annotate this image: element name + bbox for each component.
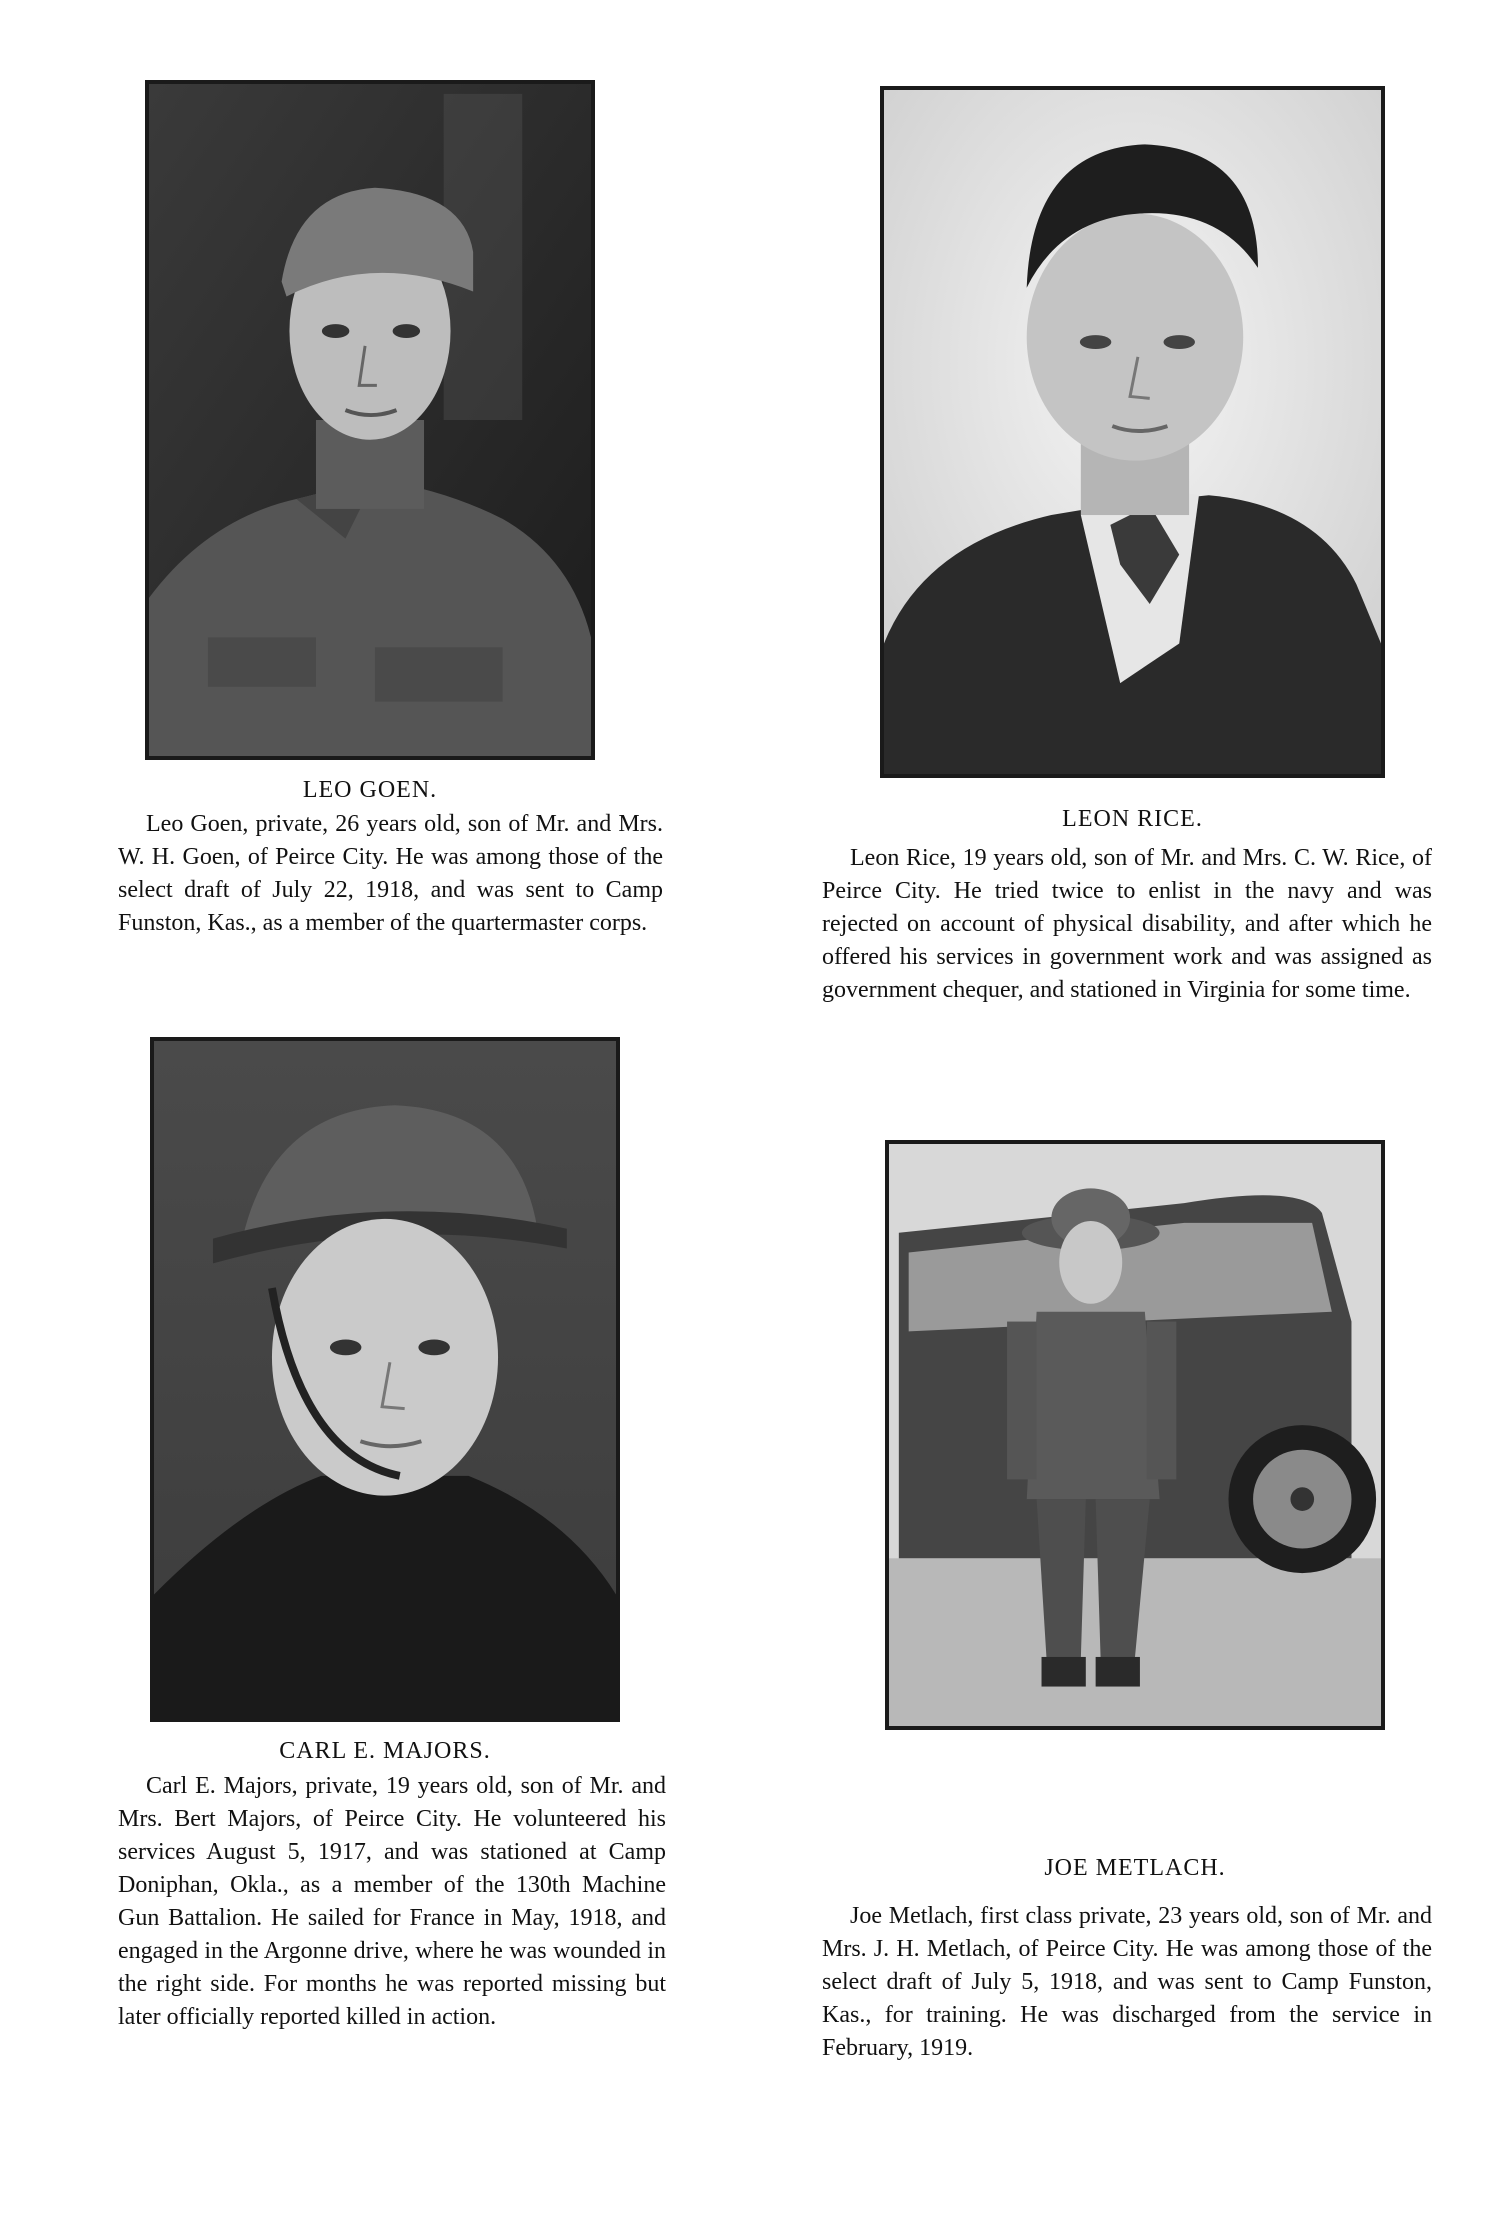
leo-goen-portrait [145, 80, 595, 760]
carl-majors-title: CARL E. MAJORS. [279, 1738, 491, 1764]
joe-metlach-title: JOE METLACH. [1044, 1855, 1226, 1881]
leon-rice-caption [822, 842, 1432, 1007]
leon-rice-text: Leon Rice, 19 years old, son of Mr. and Mrs. C. W. Rice, of Peirce City. He tried twice to enlist in the navy and was rejected on account of physical disability, and after which he offered his services in government work and was assigned as government chequer, and stationed in Virginia for some time. [822, 845, 1432, 1003]
leo-goen-title: LEO GOEN. [302, 777, 438, 803]
leo-goen-text: Leo Goen, private, 26 years old, son of Mr. and Mrs. W. H. Goen, of Peirce City. He was among those of the select draft of July 22, 1918, and was sent to Camp Funston, Kas., as a member of the quartermaster corps. [118, 811, 663, 936]
leon-rice-title: LEON RICE. [1062, 806, 1203, 832]
joe-metlach-text: Joe Metlach, first class private, 23 years old, son of Mr. and Mrs. J. H. Metlach, of Peirce City. He was among those of the select draft of July 5, 1918, and was sent to Camp Funston, Kas., for training. He was discharged from the service in February, 1919. [822, 1903, 1432, 2061]
leon-rice-portrait [880, 86, 1385, 778]
joe-metlach-photo [885, 1140, 1385, 1730]
joe-metlach-caption [822, 1900, 1432, 2065]
carl-majors-text: Carl E. Majors, private, 19 years old, son of Mr. and Mrs. Bert Majors, of Peirce City. He volunteered his services August 5, 1917, and was stationed at Camp Doniphan, Okla., as a member of the 130th Machine Gun Battalion. He sailed for France in May, 1918, and engaged in the Argonne drive, where he was wounded in the right side. For months he was reported missing but later officially reported killed in action. [118, 1773, 666, 2030]
carl-majors-portrait [150, 1037, 620, 1722]
leo-goen-caption [118, 808, 663, 940]
carl-majors-caption [118, 1770, 666, 2034]
